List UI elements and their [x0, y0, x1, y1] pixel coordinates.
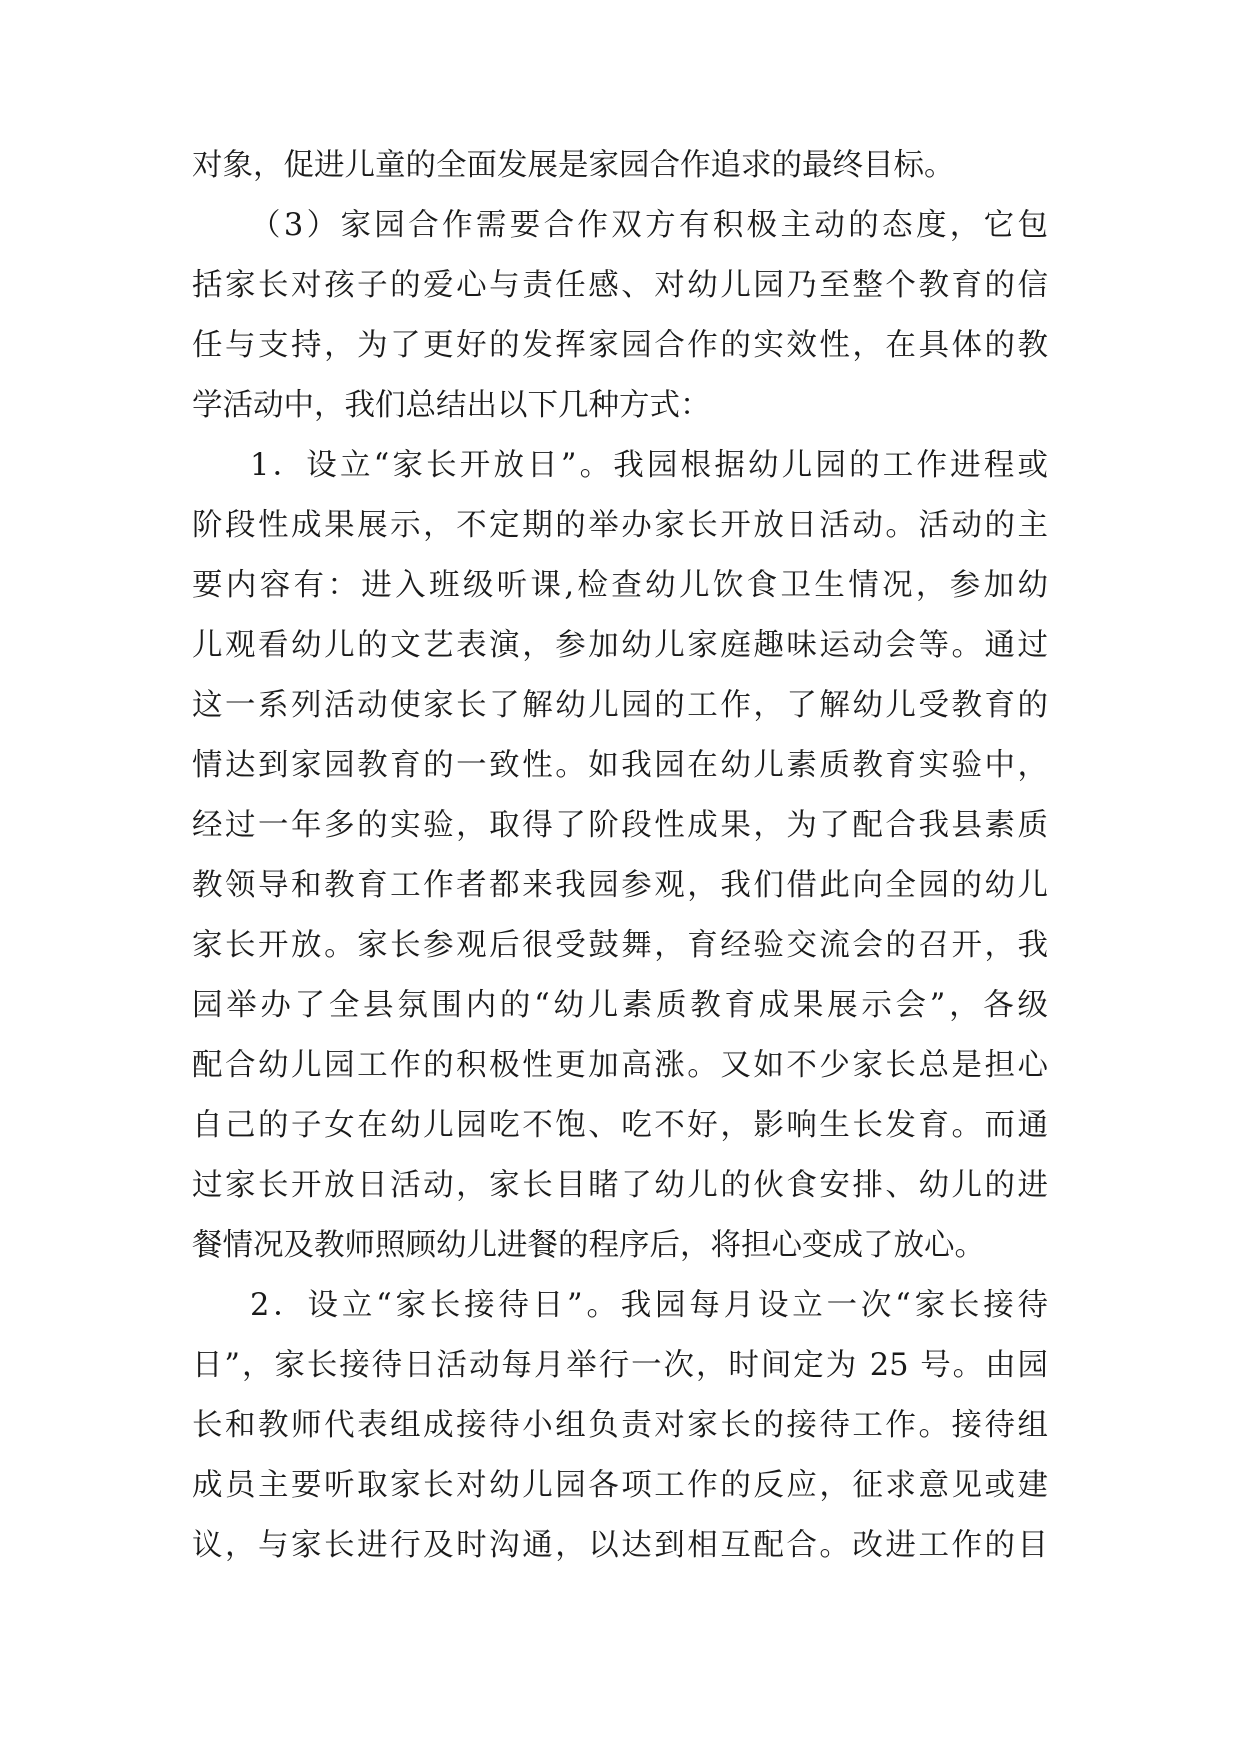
- text-line: 长和教师代表组成接待小组负责对家长的接待工作。接待组: [192, 1408, 1048, 1443]
- text-line: 经过一年多的实验，取得了阶段性成果，为了配合我县素质: [192, 808, 1048, 843]
- text-line: 成员主要听取家长对幼儿园各项工作的反应，征求意见或建: [192, 1468, 1048, 1503]
- text-line: 这一系列活动使家长了解幼儿园的工作，了解幼儿受教育的: [192, 688, 1048, 723]
- text-line: 学活动中，我们总结出以下几种方式：: [192, 388, 711, 423]
- text-line: 儿观看幼儿的文艺表演，参加幼儿家庭趣味运动会等。通过: [192, 628, 1048, 663]
- text-line: 教领导和教育工作者都来我园参观，我们借此向全园的幼儿: [192, 868, 1048, 903]
- text-line: 日”，家长接待日活动每月举行一次，时间定为 25 号。由园: [192, 1348, 1048, 1383]
- text-line: 1．设立“家长开放日”。我园根据幼儿园的工作进程或: [250, 448, 1048, 483]
- text-line: 情达到家园教育的一致性。如我园在幼儿素质教育实验中，: [192, 748, 1048, 783]
- text-line: 2．设立“家长接待日”。我园每月设立一次“家长接待: [250, 1288, 1048, 1323]
- text-line: 过家长开放日活动，家长目睹了幼儿的伙食安排、幼儿的进: [192, 1168, 1048, 1203]
- text-line: 阶段性成果展示，不定期的举办家长开放日活动。活动的主: [192, 508, 1048, 543]
- text-line: 餐情况及教师照顾幼儿进餐的程序后，将担心变成了放心。: [192, 1228, 985, 1263]
- body-text: [192, 136, 1048, 1576]
- text-line: 要内容有：进入班级听课,检查幼儿饮食卫生情况，参加幼: [192, 568, 1048, 603]
- text-line: 自己的子女在幼儿园吃不饱、吃不好，影响生长发育。而通: [192, 1108, 1048, 1143]
- text-line: 任与支持，为了更好的发挥家园合作的实效性，在具体的教: [192, 328, 1048, 363]
- text-line: 园举办了全县氛围内的“幼儿素质教育成果展示会”，各级: [192, 988, 1048, 1023]
- text-line: 议，与家长进行及时沟通，以达到相互配合。改进工作的目: [192, 1528, 1048, 1563]
- text-line: （3）家园合作需要合作双方有积极主动的态度，它包: [250, 208, 1048, 243]
- text-line: 对象，促进儿童的全面发展是家园合作追求的最终目标。: [192, 148, 955, 183]
- text-line: 括家长对孩子的爱心与责任感、对幼儿园乃至整个教育的信: [192, 268, 1048, 303]
- text-line: 配合幼儿园工作的积极性更加高涨。又如不少家长总是担心: [192, 1048, 1048, 1083]
- text-line: 家长开放。家长参观后很受鼓舞，育经验交流会的召开，我: [192, 928, 1048, 963]
